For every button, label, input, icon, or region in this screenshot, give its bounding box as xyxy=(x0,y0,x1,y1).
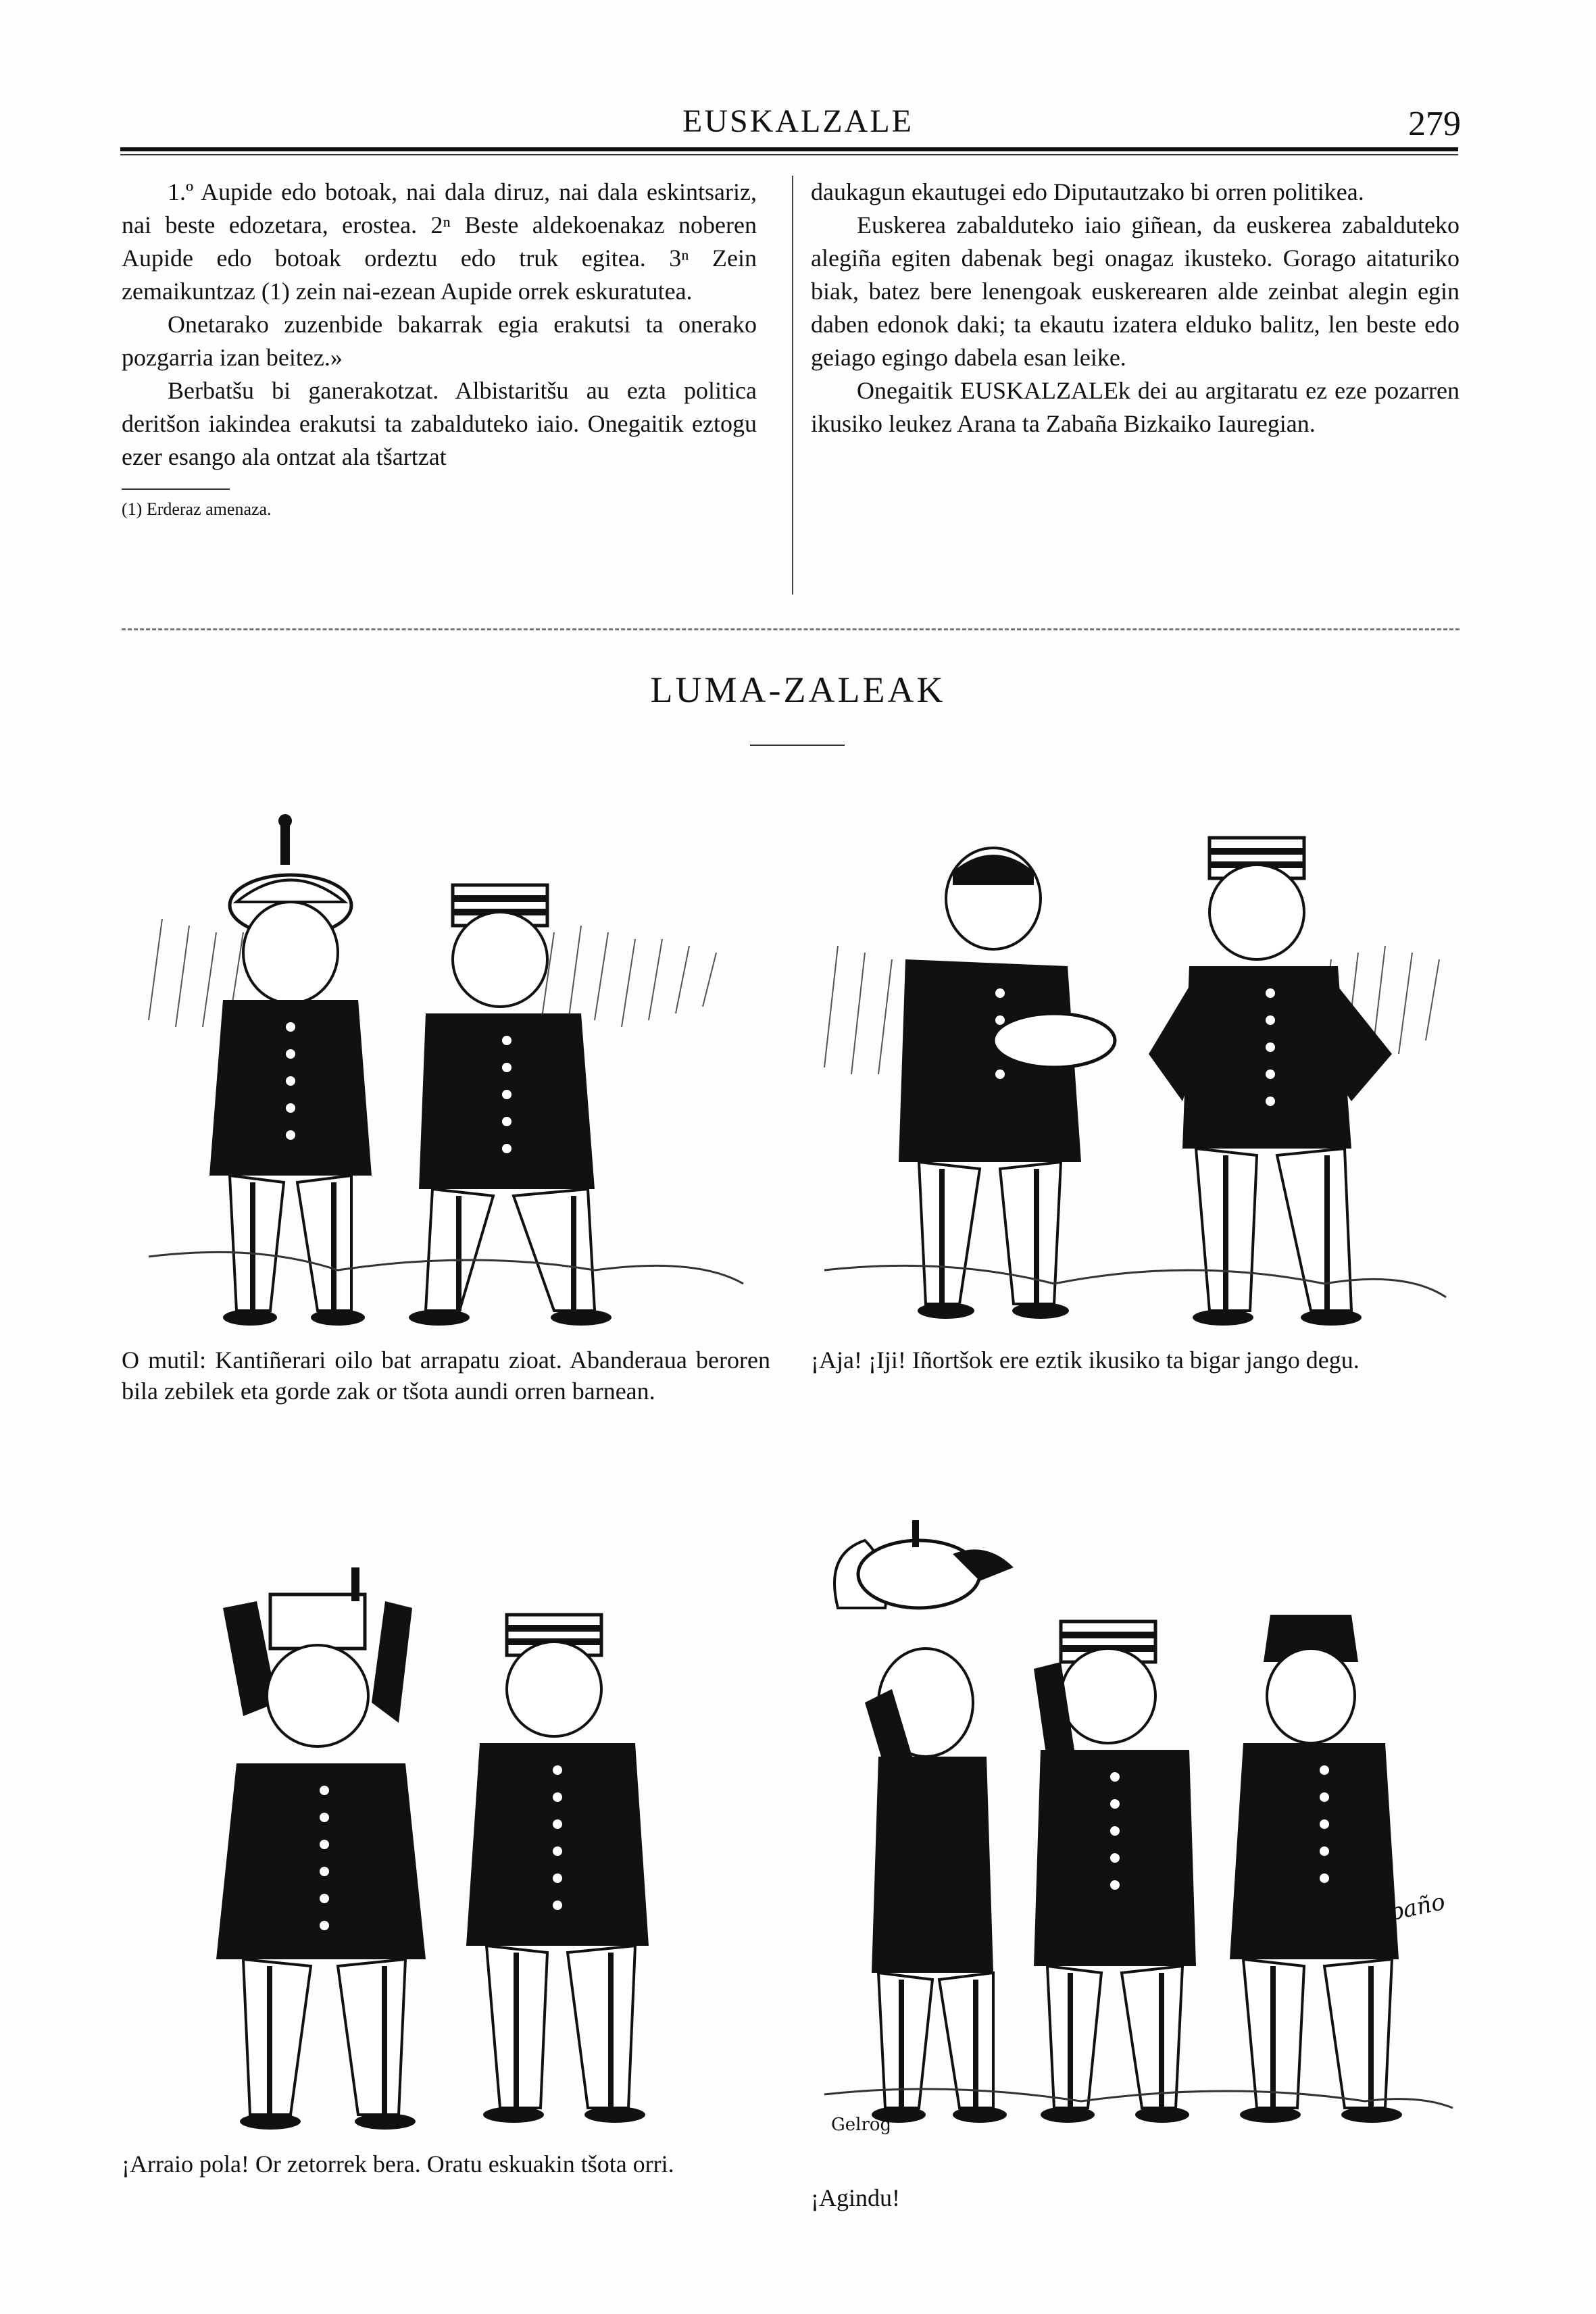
left-column xyxy=(122,176,757,520)
panel-2-caption-text: ¡Aja! ¡Iji! Iñortšok ere eztik ikusiko ta bigar jango degu. xyxy=(811,1347,1360,1374)
header-rule xyxy=(120,147,1458,151)
panel-3-illustration xyxy=(122,1567,770,2142)
panel-2-illustration xyxy=(811,784,1460,1338)
panel-3-caption-text: ¡Arraio pola! Or zetorrek bera. Oratu eskuakin tšota orri. xyxy=(122,2150,674,2178)
journal-title: EUSKALZALE xyxy=(682,103,914,139)
cartoon-panel-3 xyxy=(122,1567,770,2142)
footnote-rule xyxy=(122,488,230,490)
left-paragraph-1: 1.º Aupide edo botoak, nai dala diruz, nai dala eskintsariz, nai beste edozetara, erostea. 2ⁿ Beste aldekoenakaz noberen Aupide edo botoak ordeztu edo truk egitea. 3ⁿ Zein zemaikuntzaz (1) zein nai-ezean Aupide orrek eskuratutea. xyxy=(122,178,757,305)
right-column xyxy=(811,176,1460,441)
right-paragraph-2: Euskerea zabalduteko iaio giñean, da euskerea zabalduteko alegiña egiten dabenak begi onagaz ikusteko. Gorago aitaturiko biak, batez bere lenengoak euskerearen alde zeinbat alegin egin daben edonok daki; ta ekautu izatera elduko balitz, len beste edo geiago egingo dabela esan leike. xyxy=(811,211,1460,371)
footnote: (1) Erderaz amenaza. xyxy=(122,499,272,519)
panel-2-caption xyxy=(811,1344,1460,1376)
panel-1-caption xyxy=(122,1344,770,1407)
cartoon-panel-1 xyxy=(122,784,770,1338)
panel-1-caption-text: O mutil: Kantiñerari oilo bat arrapatu zioat. Abanderaua beroren bila zebilek eta gorde zak or tšota aundi orren barnean. xyxy=(122,1347,770,1405)
panel-3-caption xyxy=(122,2148,770,2180)
engraver-signature: Gelrog xyxy=(831,2115,892,2135)
left-paragraph-3: Berbatšu bi ganerakotzat. Albistaritšu au ezta politica deritšon iakindea erakutsi ta zabalduteko iaio. Onegaitik eztogu ezer esango ala ontzat ala tšartzat xyxy=(122,377,757,470)
column-divider xyxy=(792,176,793,595)
panel-4-caption-text: ¡Agindu! xyxy=(811,2184,900,2211)
cartoon-title: LUMA-ZALEAK xyxy=(650,670,946,710)
panel-1-illustration xyxy=(122,784,770,1338)
cartoon-panel-4 xyxy=(811,1500,1460,2148)
cartoon-title-rule xyxy=(750,745,845,746)
right-paragraph-3: Onegaitik EUSKALZALEk dei au argitaratu ez eze pozarren ikusiko leukez Arana ta Zabaña Bizkaiko Iauregian. xyxy=(811,377,1460,437)
header-rule-thin xyxy=(120,154,1458,155)
panel-4-caption xyxy=(811,2182,1460,2213)
right-paragraph-1: daukagun ekautugei edo Diputautzako bi orren politikea. xyxy=(811,178,1364,205)
cartoon-panel-2 xyxy=(811,784,1460,1338)
page-number: 279 xyxy=(1408,105,1461,143)
panel-4-illustration xyxy=(811,1500,1460,2148)
artist-signature: Xanpaño xyxy=(1342,1888,1448,1936)
section-separator xyxy=(122,628,1460,630)
left-paragraph-2: Onetarako zuzenbide bakarrak egia erakutsi ta onerako pozgarria izan beitez.» xyxy=(122,311,757,371)
running-head xyxy=(0,95,1596,149)
